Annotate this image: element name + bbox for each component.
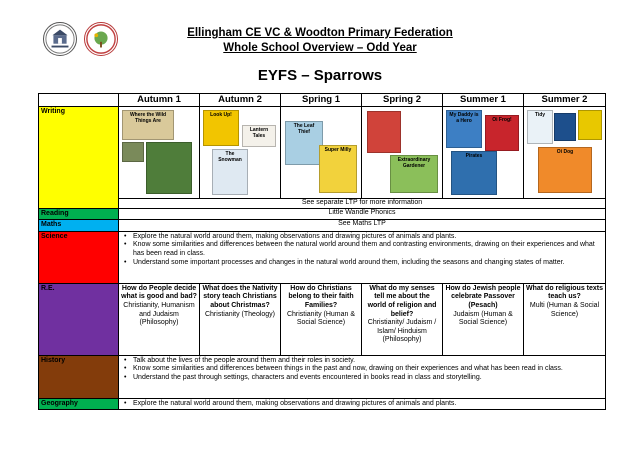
re-question: How do People decide what is good and bad?	[121, 284, 197, 301]
term-header: Autumn 2	[200, 94, 281, 107]
re-detail: Judaism (Human & Social Science)	[453, 310, 513, 327]
book-covers-autumn-1	[119, 107, 200, 199]
book-cover: Where the Wild Things Are	[122, 110, 174, 140]
re-row	[39, 283, 606, 355]
book-cover: Pirates	[451, 151, 497, 195]
science-row	[39, 231, 606, 283]
history-point: • Understand the past through settings, characters and events encountered in books read in class and storytelling.	[133, 374, 601, 383]
book-cover: My Daddy is a Hero	[446, 110, 482, 148]
re-question: How do Jewish people celebrate Passover (Pesach)	[445, 284, 521, 309]
term-header: Summer 2	[524, 94, 606, 107]
re-detail: Christianity (Human & Social Science)	[286, 310, 356, 327]
book-cover	[122, 142, 144, 162]
book-cover	[367, 111, 401, 153]
book-cover	[146, 142, 192, 194]
re-cell-summer-2	[524, 283, 606, 355]
corner-cell	[39, 94, 119, 107]
book-cover: Oi Frog!	[485, 115, 519, 151]
book-cover: The Snowman	[212, 149, 248, 195]
book-cover	[578, 110, 602, 140]
re-question: What does the Nativity story teach Christians about Christmas?	[202, 284, 278, 309]
book-covers-spring-2	[362, 107, 443, 199]
book-covers-spring-1	[281, 107, 362, 199]
science-point: • Understand some important processes and changes in the natural world around them, including the seasons and changing states of matter.	[133, 259, 601, 268]
geography-content	[119, 398, 606, 410]
book-cover: The Leaf Thief	[285, 121, 323, 165]
re-cell-spring-1	[281, 283, 362, 355]
subject-label-science: Science	[39, 231, 119, 283]
re-question: How do Christians belong to their faith Families?	[288, 284, 354, 309]
term-header: Spring 1	[281, 94, 362, 107]
re-detail: Christianity/ Judaism / Islam/ Hinduism (Philosophy)	[367, 319, 437, 344]
curriculum-table	[38, 93, 606, 410]
writing-row	[39, 107, 606, 199]
book-covers-summer-1	[443, 107, 524, 199]
book-covers-summer-2	[524, 107, 606, 199]
federation-title: Ellingham CE VC & Woodton Primary Federation	[187, 27, 453, 39]
term-header: Summer 1	[443, 94, 524, 107]
book-cover: Lantern Tales	[242, 125, 276, 147]
history-row	[39, 355, 606, 398]
re-detail: Christianity (Theology)	[204, 310, 276, 318]
page-title: EYFS – Sparrows	[257, 67, 383, 84]
reading-text: Little Wandle Phonics	[119, 208, 606, 220]
re-question: What do my senses tell me about the world of religion and belief?	[367, 284, 437, 318]
header	[160, 26, 480, 56]
reading-row	[39, 208, 606, 220]
writing-note: See separate LTP for more information	[119, 199, 606, 209]
maths-text: See Maths LTP	[119, 220, 606, 232]
re-cell-summer-1	[443, 283, 524, 355]
book-cover	[554, 113, 576, 141]
subject-label-history: History	[39, 355, 119, 398]
term-header: Autumn 1	[119, 94, 200, 107]
re-detail: Multi (Human & Social Science)	[529, 301, 600, 318]
science-point: • Explore the natural world around them, making observations and drawing pictures of animals and plants.	[133, 233, 601, 242]
re-question: What do religious texts teach us?	[526, 284, 604, 301]
subject-label-geography: Geography	[39, 398, 119, 410]
school-logo-ellingham	[43, 22, 77, 56]
subject-label-maths: Maths	[39, 220, 119, 232]
re-detail: Christianity, Humanism and Judaism (Philosophy)	[123, 301, 195, 327]
subject-label-writing: Writing	[39, 107, 119, 209]
geography-row	[39, 398, 606, 410]
re-cell-spring-2	[362, 283, 443, 355]
term-header: Spring 2	[362, 94, 443, 107]
science-content	[119, 231, 606, 283]
school-logo-woodton	[84, 22, 118, 56]
history-content	[119, 355, 606, 398]
book-cover: Extraordinary Gardener	[390, 155, 438, 193]
history-point: • Know some similarities and differences between things in the past and now, drawing on their experiences and what has been read in class.	[133, 365, 601, 374]
geography-point: • Explore the natural world around them, making observations and drawing pictures of animals and plants.	[133, 400, 601, 409]
subject-label-re: R.E.	[39, 283, 119, 355]
subject-label-reading: Reading	[39, 208, 119, 220]
book-cover: Tidy	[527, 110, 553, 144]
re-cell-autumn-1	[119, 283, 200, 355]
maths-row	[39, 220, 606, 232]
history-point: • Talk about the lives of the people around them and their roles in society.	[133, 357, 601, 366]
writing-note-row	[39, 199, 606, 209]
overview-subtitle: Whole School Overview – Odd Year	[223, 42, 417, 54]
book-cover: Oi Dog	[538, 147, 592, 193]
science-point: • Know some similarities and differences between the natural world around them and contrasting environments, drawing on their experiences and what has been read in class.	[133, 241, 601, 258]
re-cell-autumn-2	[200, 283, 281, 355]
book-cover: Super Milly	[319, 145, 357, 193]
term-header-row	[39, 94, 606, 107]
book-covers-autumn-2	[200, 107, 281, 199]
book-cover: Look Up!	[203, 110, 239, 146]
